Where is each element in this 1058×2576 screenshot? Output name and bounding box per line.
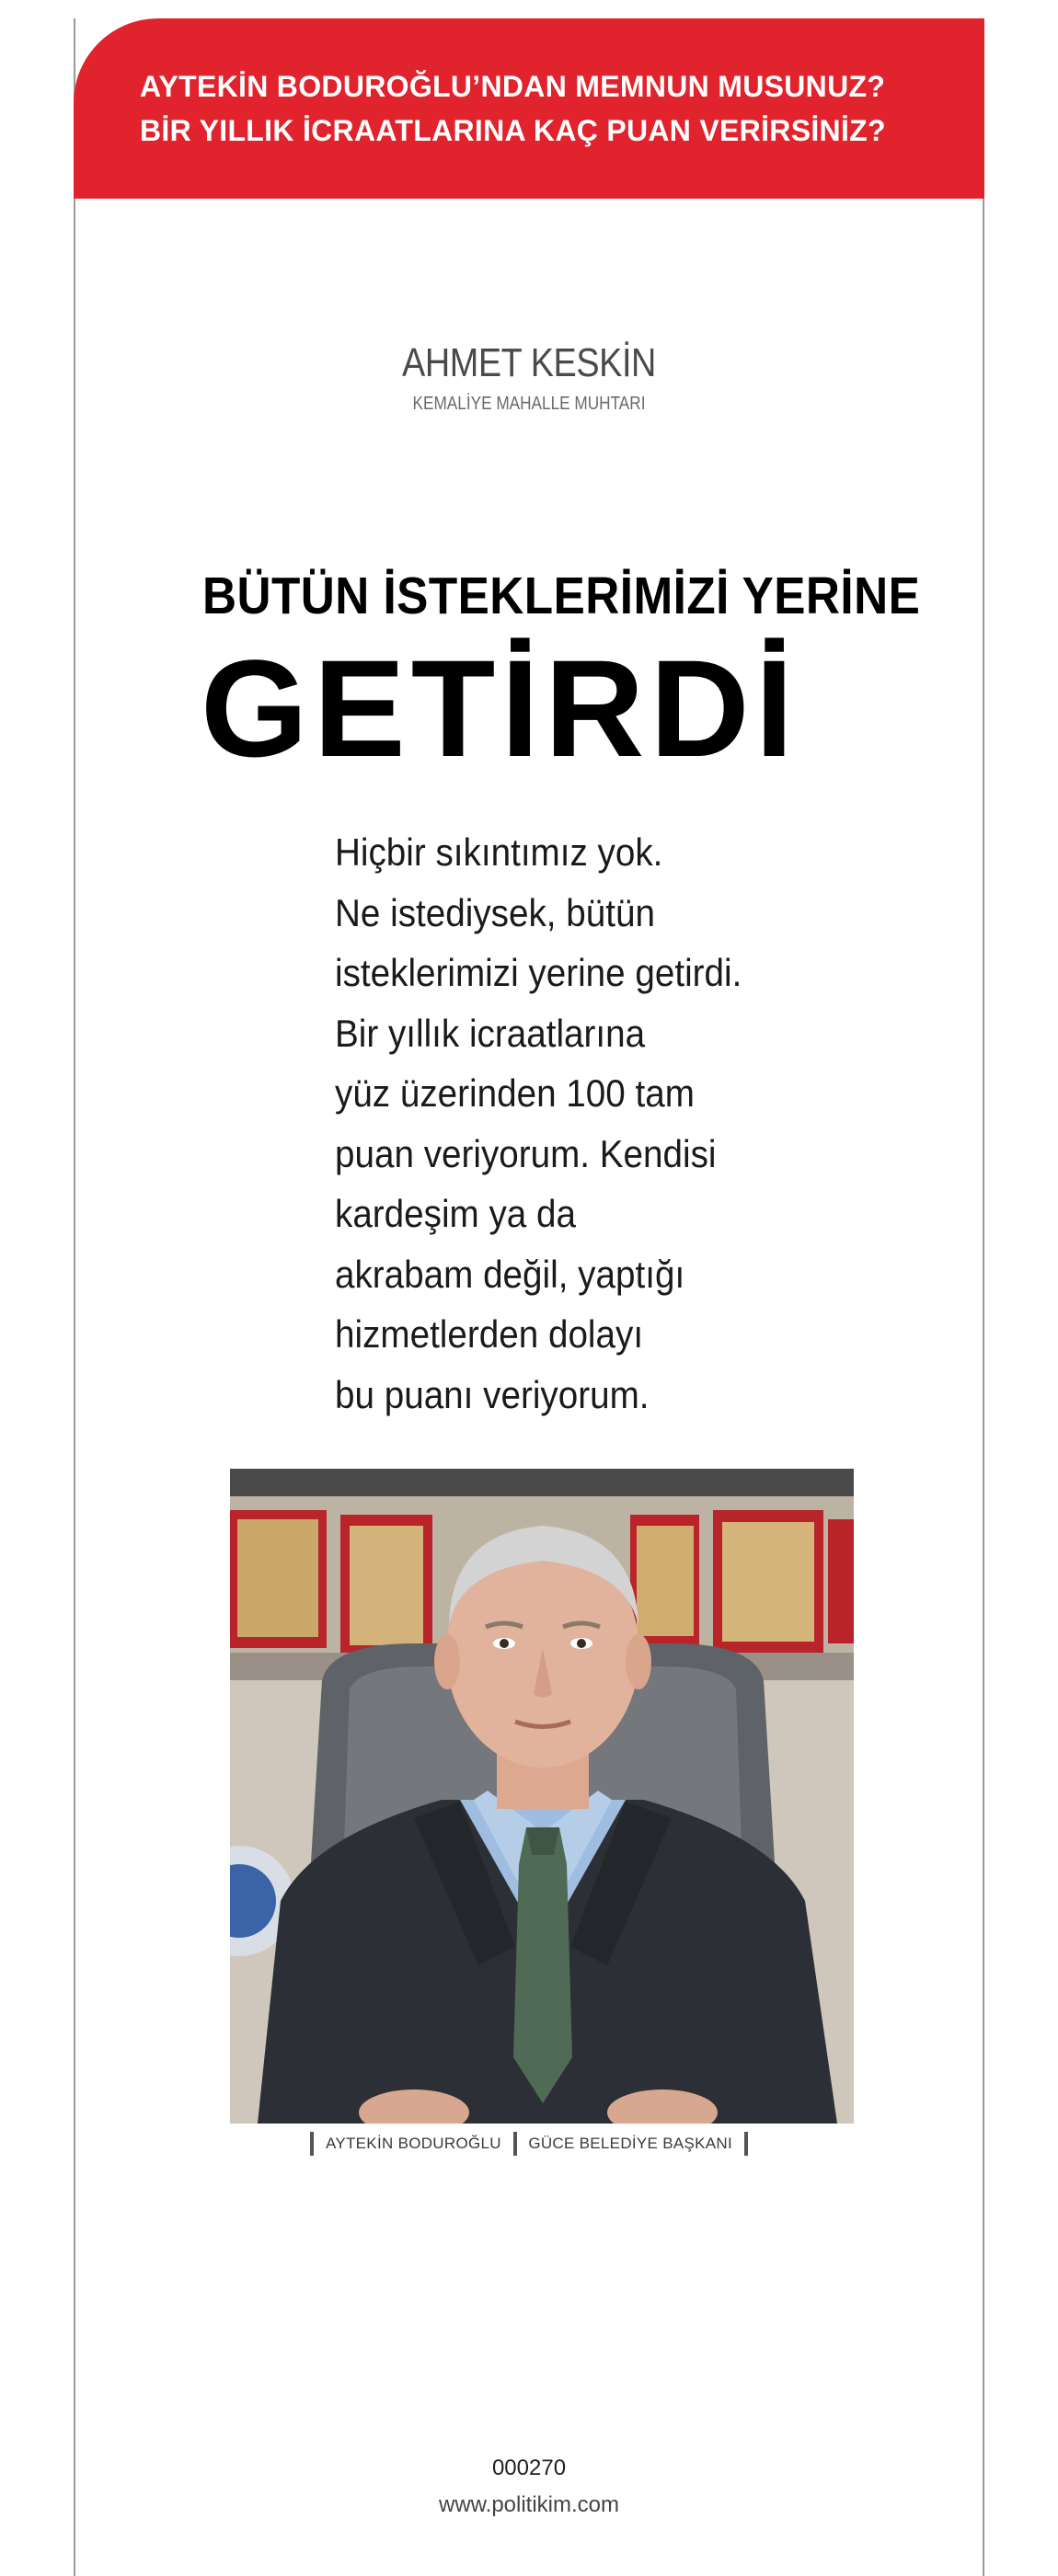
- quote-line: Bir yıllık icraatlarına: [335, 1011, 646, 1055]
- mayor-portrait-photo: [230, 1469, 854, 2124]
- quote-line: Ne istediysek, bütün: [335, 890, 655, 934]
- footer-code: 000270: [491, 2456, 567, 2480]
- banner-question-1: AYTEKİN BODUROĞLU’NDAN MEMNUN MUSUNUZ?: [140, 70, 886, 103]
- quote-line: bu puanı veriyorum.: [335, 1372, 650, 1416]
- quote-line: Hiçbir sıkıntımız yok.: [335, 830, 663, 874]
- quote-line: yüz üzerinden 100 tam: [335, 1071, 695, 1115]
- quote-line: hizmetlerden dolayı: [335, 1312, 644, 1356]
- quote-line: kardeşim ya da: [335, 1192, 577, 1235]
- header-banner: [74, 18, 984, 199]
- quote-line: isteklerimizi yerine getirdi.: [335, 951, 742, 994]
- footer-website-link[interactable]: www.politikim.com: [438, 2492, 620, 2517]
- headline-top: BÜTÜN İSTEKLERİMİZİ YERİNE: [202, 567, 921, 625]
- caption-divider: [513, 2132, 517, 2156]
- quote-line: puan veriyorum. Kendisi: [335, 1131, 717, 1175]
- caption-divider: [310, 2132, 314, 2156]
- interviewee-name: AHMET KESKİN: [402, 340, 656, 385]
- quote-block: [335, 822, 850, 1425]
- banner-question-2: BİR YILLIK İCRAATLARINA KAÇ PUAN VERİRSİNİZ?: [140, 114, 886, 147]
- interviewee-title: KEMALİYE MAHALLE MUHTARI: [412, 394, 646, 414]
- headline-main: GETİRDİ: [201, 631, 799, 785]
- photo-caption: [74, 2132, 984, 2156]
- caption-divider: [744, 2132, 748, 2156]
- quote-line: akrabam değil, yaptığı: [335, 1252, 685, 1296]
- caption-name: AYTEKİN BODUROĞLU: [325, 2135, 501, 2152]
- caption-role: GÜCE BELEDİYE BAŞKANI: [528, 2135, 733, 2152]
